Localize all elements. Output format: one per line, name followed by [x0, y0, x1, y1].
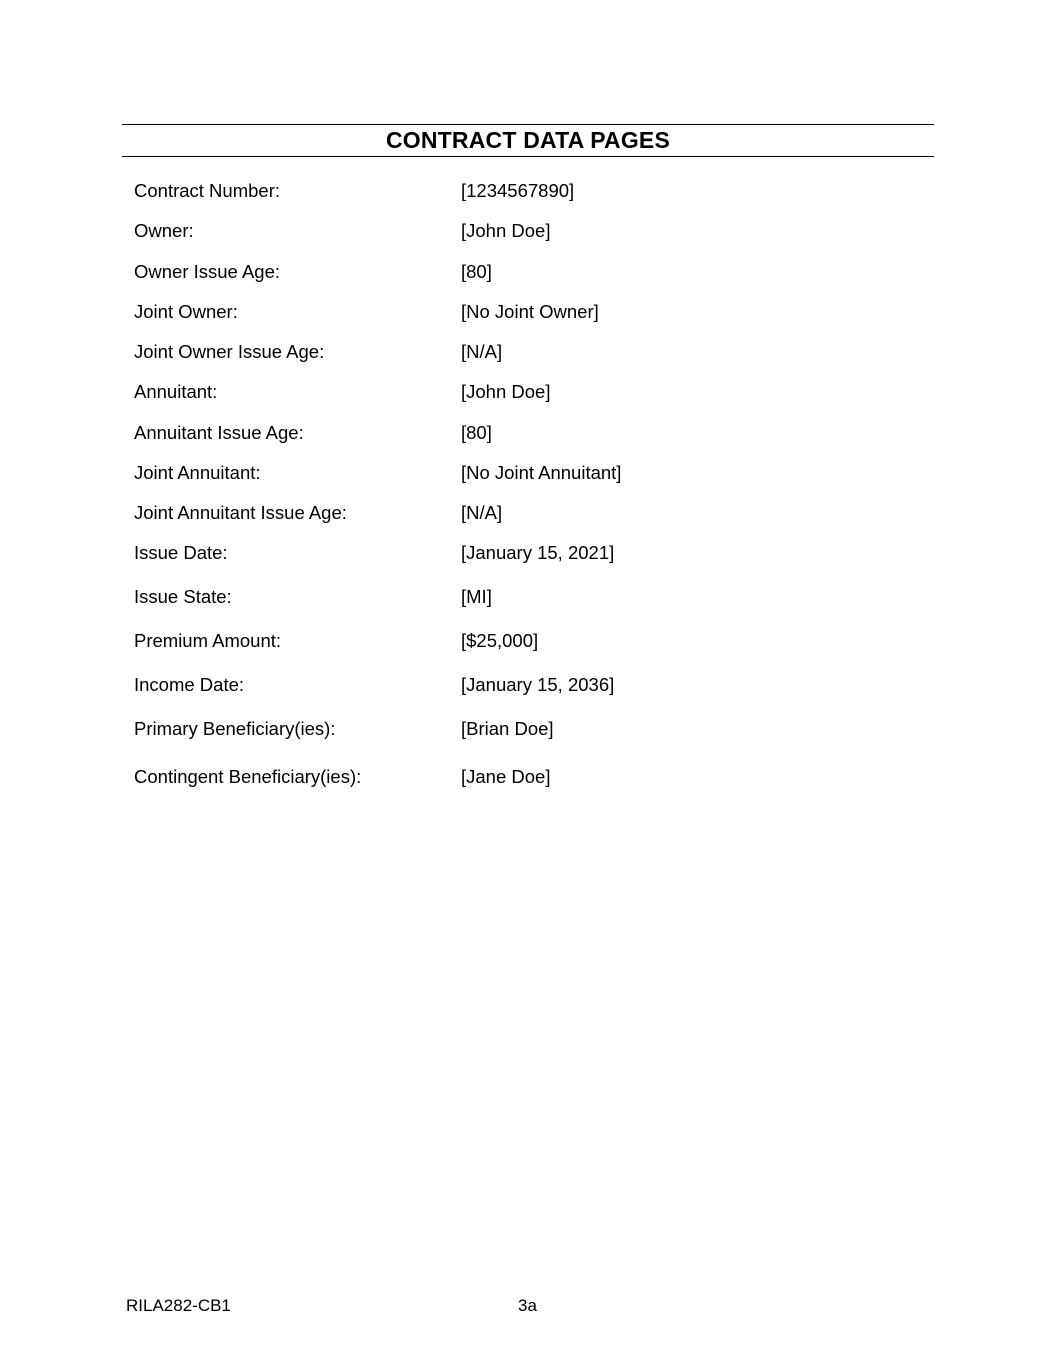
field-issue-state	[134, 584, 914, 610]
field-label: Joint Annuitant:	[134, 462, 261, 483]
field-value: [John Doe]	[461, 381, 551, 402]
field-value: [January 15, 2021]	[461, 542, 615, 563]
field-issue-date	[134, 540, 914, 566]
field-owner-issue-age	[134, 259, 914, 285]
field-joint-annuitant	[134, 460, 914, 486]
field-value: [Jane Doe]	[461, 766, 551, 787]
field-value: [MI]	[461, 586, 492, 607]
field-label: Issue State:	[134, 586, 232, 607]
field-value: [$25,000]	[461, 630, 539, 651]
field-value: [Brian Doe]	[461, 718, 554, 739]
field-value: [No Joint Annuitant]	[461, 462, 622, 483]
field-joint-annuitant-issue-age	[134, 500, 914, 526]
field-joint-owner	[134, 299, 914, 325]
field-value: [John Doe]	[461, 220, 551, 241]
field-value: [1234567890]	[461, 180, 575, 201]
field-label: Joint Owner Issue Age:	[134, 341, 325, 362]
field-premium-amount	[134, 628, 914, 654]
field-value: [No Joint Owner]	[461, 301, 599, 322]
field-value: [N/A]	[461, 502, 503, 523]
field-value: [N/A]	[461, 341, 503, 362]
footer-page-number: 3a	[518, 1296, 537, 1315]
field-value: [January 15, 2036]	[461, 674, 615, 695]
page-title: CONTRACT DATA PAGES	[385, 127, 671, 153]
field-label: Premium Amount:	[134, 630, 282, 651]
field-contingent-beneficiary	[134, 764, 914, 790]
field-label: Income Date:	[134, 674, 245, 695]
field-label: Joint Owner:	[134, 301, 238, 322]
field-label: Issue Date:	[134, 542, 228, 563]
field-contract-number	[134, 178, 914, 204]
field-label: Owner:	[134, 220, 194, 241]
field-label: Contingent Beneficiary(ies):	[134, 766, 362, 787]
footer-form-code: RILA282-CB1	[126, 1296, 231, 1315]
field-annuitant-issue-age	[134, 420, 914, 446]
field-income-date	[134, 672, 914, 698]
field-owner	[134, 218, 914, 244]
field-annuitant	[134, 379, 914, 405]
field-label: Owner Issue Age:	[134, 261, 281, 282]
field-label: Joint Annuitant Issue Age:	[134, 502, 347, 523]
field-primary-beneficiary	[134, 716, 914, 742]
contract-data-list	[134, 0, 914, 820]
field-label: Primary Beneficiary(ies):	[134, 718, 336, 739]
field-label: Annuitant Issue Age:	[134, 422, 304, 443]
field-value: [80]	[461, 422, 492, 443]
field-value: [80]	[461, 261, 492, 282]
field-label: Contract Number:	[134, 180, 280, 201]
field-label: Annuitant:	[134, 381, 218, 402]
field-joint-owner-issue-age	[134, 339, 914, 365]
